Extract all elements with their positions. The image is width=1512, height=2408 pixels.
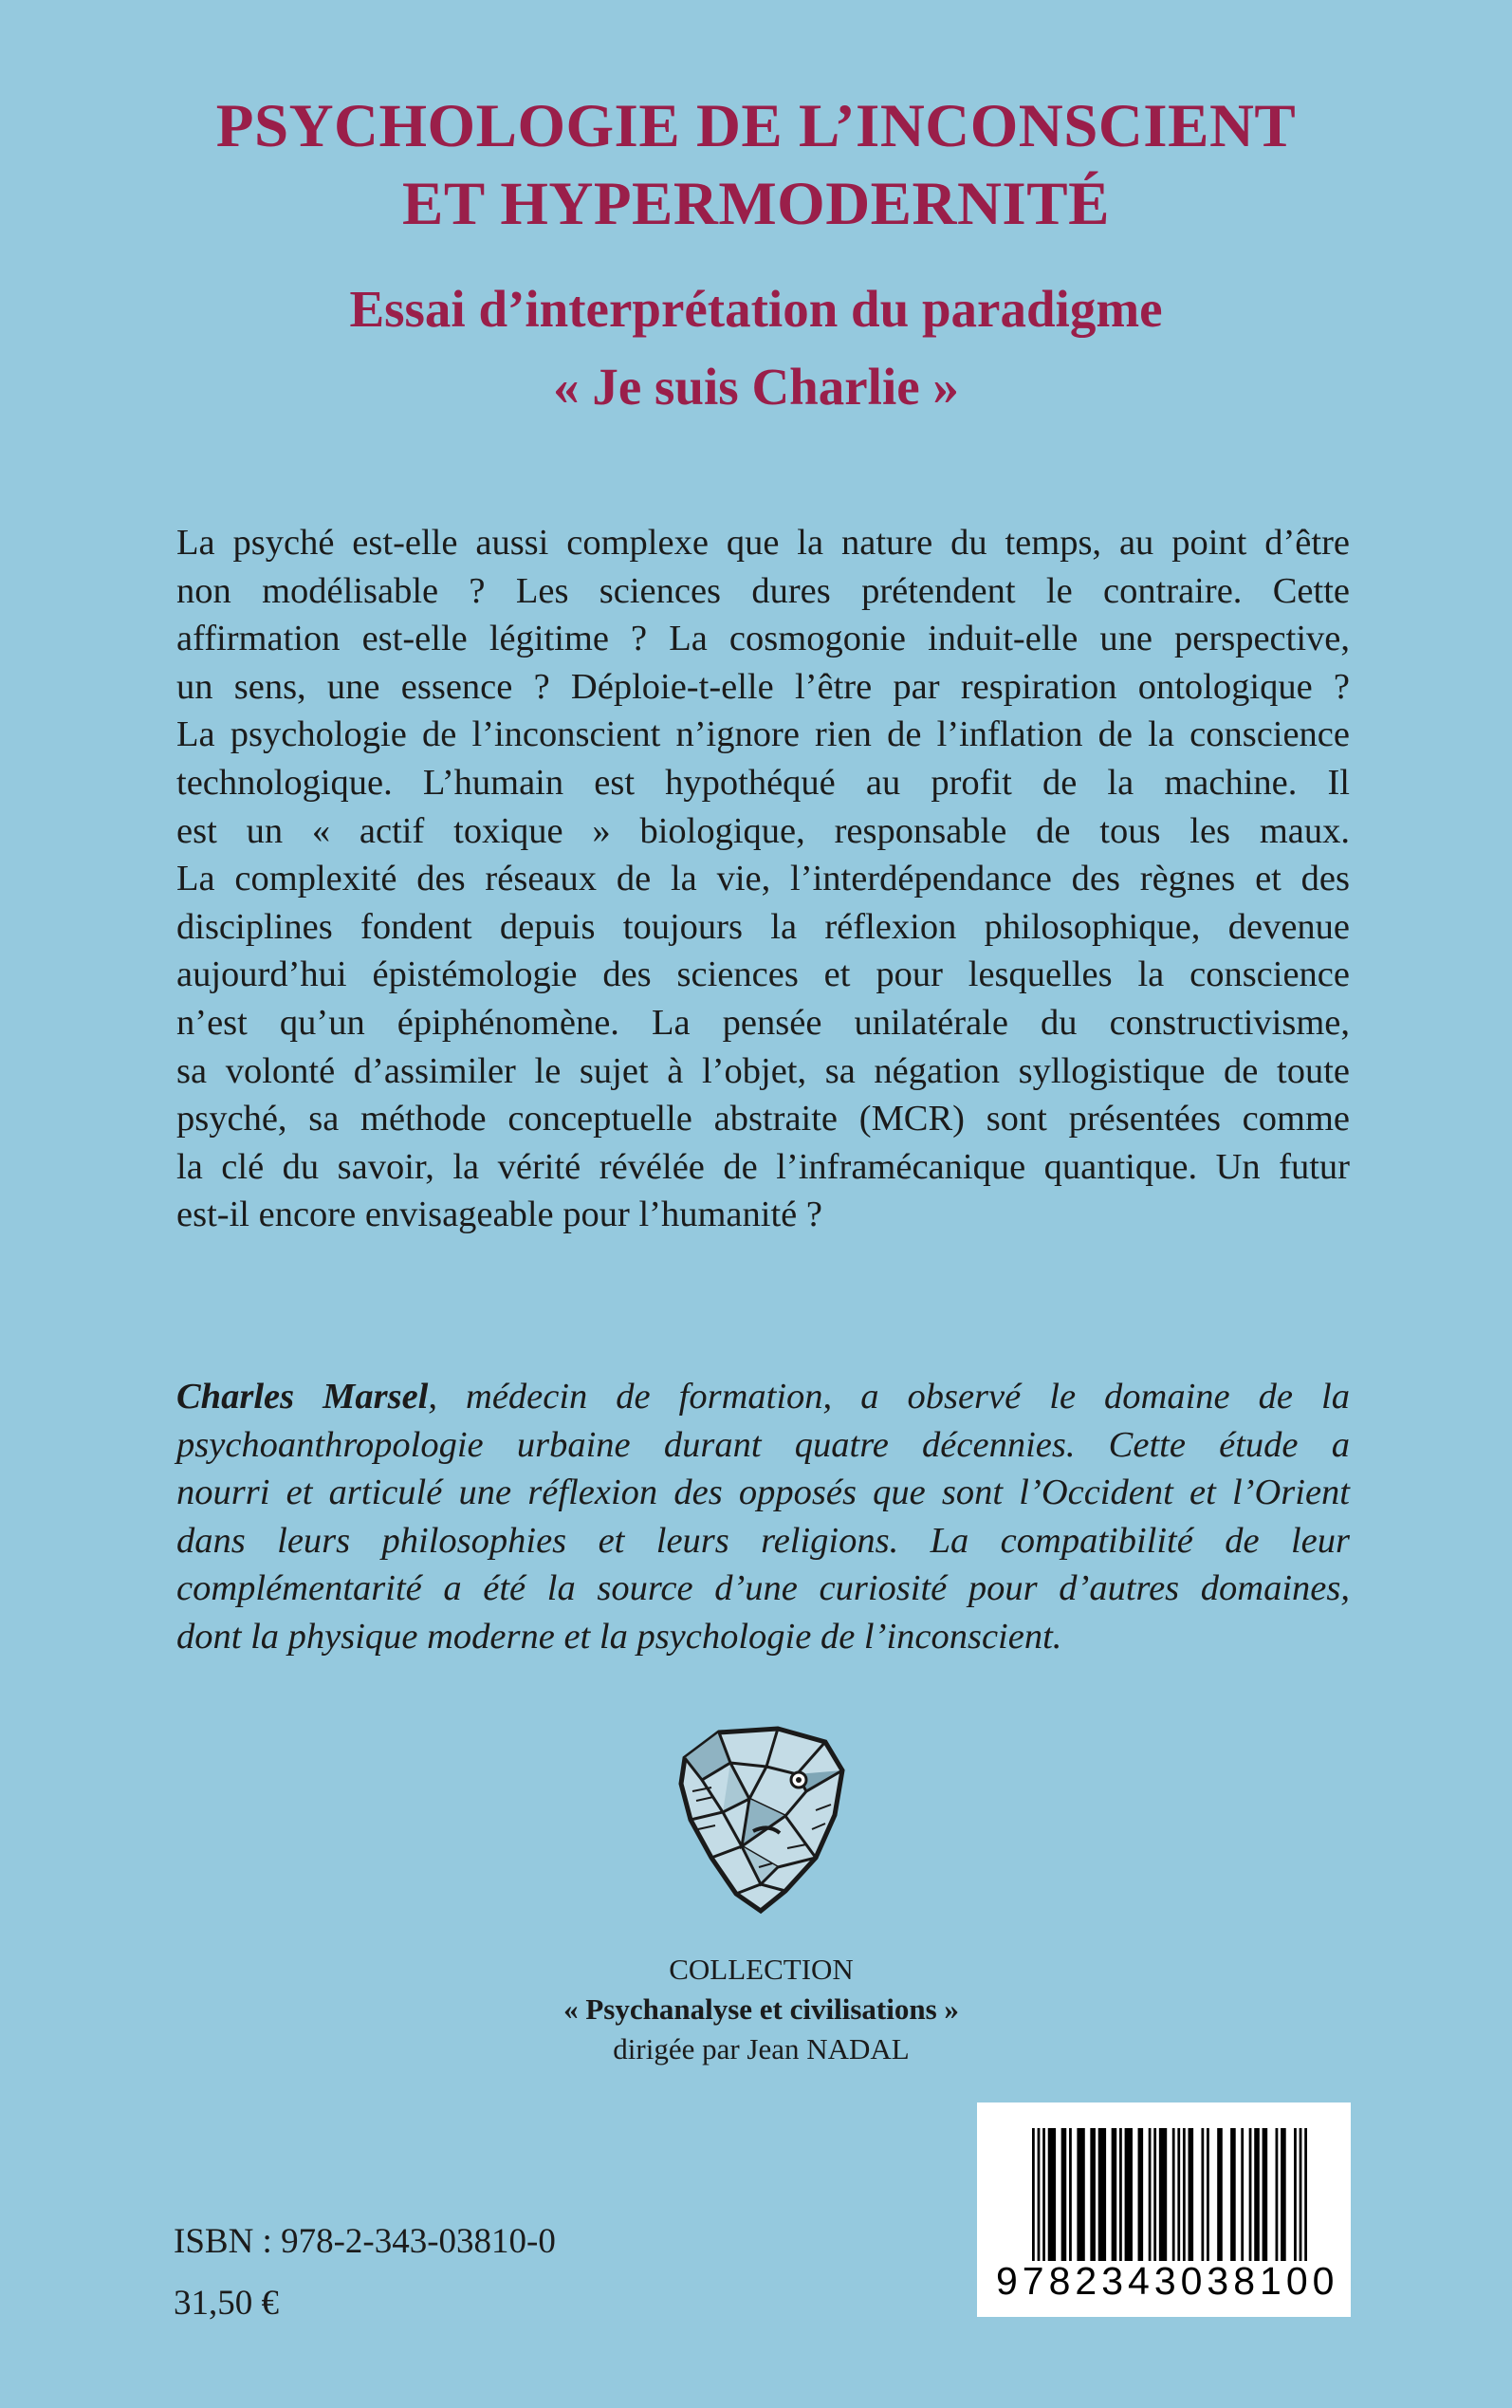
barcode-bar [1153,2128,1156,2261]
description-line: technologique. L’humain est hypothéqué au profit de la machine. Il [176,762,1350,803]
description-line: affirmation est-elle légitime ? La cosmogonie induit-elle une perspective, [176,619,1350,659]
price: 31,50 € [174,2284,279,2323]
collection-info [0,1950,1512,2069]
bio-line: psychoanthropologie urbaine durant quatre décennies. Cette étude a [176,1424,1350,1465]
book-description [176,519,1350,1239]
barcode-bar [1048,2128,1056,2261]
barcode-bar [1263,2128,1268,2261]
barcode-bar [1249,2128,1252,2261]
barcode-bar [1172,2128,1175,2261]
barcode-bar [1189,2128,1194,2261]
description-line: n’est qu’un épiphénomène. La pensée unilatérale du constructivisme, [176,1002,1350,1043]
description-line: est un « actif toxique » biologique, responsable de tous les maux. [176,810,1350,851]
barcode-bar [1138,2128,1144,2261]
collection-director: dirigée par Jean NADAL [613,2032,910,2065]
barcode-bar [1042,2128,1045,2261]
barcode-bar [1159,2128,1167,2261]
barcode-bar [1177,2128,1180,2261]
description-line: un sens, une essence ? Déploie-t-elle l’être par respiration ontologique ? [176,666,1350,707]
barcode-bar [1038,2128,1041,2261]
description-line: non modélisable ? Les sciences dures prétendent le contraire. Cette [176,570,1350,611]
book-title [0,87,1512,243]
barcode-bar [1276,2128,1279,2261]
barcode-bar [1032,2128,1035,2261]
barcode-bar [1112,2128,1117,2261]
description-line: est-il encore envisageable pour l’humanité ? [176,1195,822,1235]
isbn: ISBN : 978-2-343-03810-0 [174,2222,556,2261]
barcode-bars-icon [1032,2128,1307,2261]
description-line: disciplines fondent depuis toujours la réflexion philosophique, devenue [176,906,1350,947]
author-name: Charles Marsel [176,1377,429,1417]
barcode-bar [1300,2128,1302,2261]
book-subtitle-line2: « Je suis Charlie » [553,358,959,416]
bio-line [176,1373,1350,1421]
barcode-bar [1304,2128,1307,2261]
barcode-bar [1230,2128,1236,2261]
barcode-bar [1201,2128,1204,2261]
barcode-bar [1254,2128,1260,2261]
author-bio [176,1373,1350,1661]
bio-line: complémentarité a été la source d’une curiosité pour d’autres domaines, [176,1568,1350,1609]
description-line: aujourd’hui épistémologie des sciences et pour lesquelles la conscience [176,954,1350,995]
book-subtitle-line1: Essai d’interprétation du paradigme [349,280,1163,338]
bio-line: dont la physique moderne et la psychologie de l’inconscient. [176,1616,1062,1657]
barcode-bar [1125,2128,1133,2261]
book-title-line1: PSYCHOLOGIE DE L’INCONSCIENT [215,92,1297,160]
description-line: La psyché est-elle aussi complexe que la nature du temps, au point d’être [176,523,1350,563]
bio-line-rest: , médecin de formation, a observé le domaine de la [428,1377,1350,1417]
barcode [977,2102,1351,2317]
barcode-bar [1069,2128,1072,2261]
publisher-logo-icon [673,1725,849,1915]
bio-line: nourri et articulé une réflexion des opposés que sont l’Occident et l’Orient [176,1473,1350,1513]
barcode-bar [1061,2128,1067,2261]
description-line: psyché, sa méthode conceptuelle abstraite (MCR) sont présentées comme [176,1099,1350,1139]
description-line: sa volonté d’assimiler le sujet à l’objet, sa négation syllogistique de toute [176,1050,1350,1091]
collection-name: « Psychanalyse et civilisations » [563,1992,959,2026]
collection-label: COLLECTION [669,1953,854,1986]
barcode-bar [1241,2128,1244,2261]
barcode-bar [1183,2128,1186,2261]
barcode-bar [1207,2128,1209,2261]
barcode-bar [1098,2128,1106,2261]
description-line: la clé du savoir, la vérité révélée de l’inframécanique quantique. Un futur [176,1146,1350,1187]
book-subtitle [0,270,1512,426]
description-line: La psychologie de l’inconscient n’ignore rien de l’inflation de la conscience [176,714,1350,755]
barcode-bar [1119,2128,1122,2261]
barcode-digits: 9782343038100 [996,2259,1339,2303]
barcode-bar [1149,2128,1152,2261]
book-title-line2: ET HYPERMODERNITÉ [402,170,1110,238]
barcode-bar [1077,2128,1084,2261]
bio-line: dans leurs philosophies et leurs religions. La compatibilité de leur [176,1520,1350,1561]
description-line: La complexité des réseaux de la vie, l’interdépendance des règnes et des [176,859,1350,899]
barcode-bar [1294,2128,1297,2261]
barcode-bar [1217,2128,1223,2261]
barcode-bar [1281,2128,1286,2261]
barcode-bar [1090,2128,1096,2261]
